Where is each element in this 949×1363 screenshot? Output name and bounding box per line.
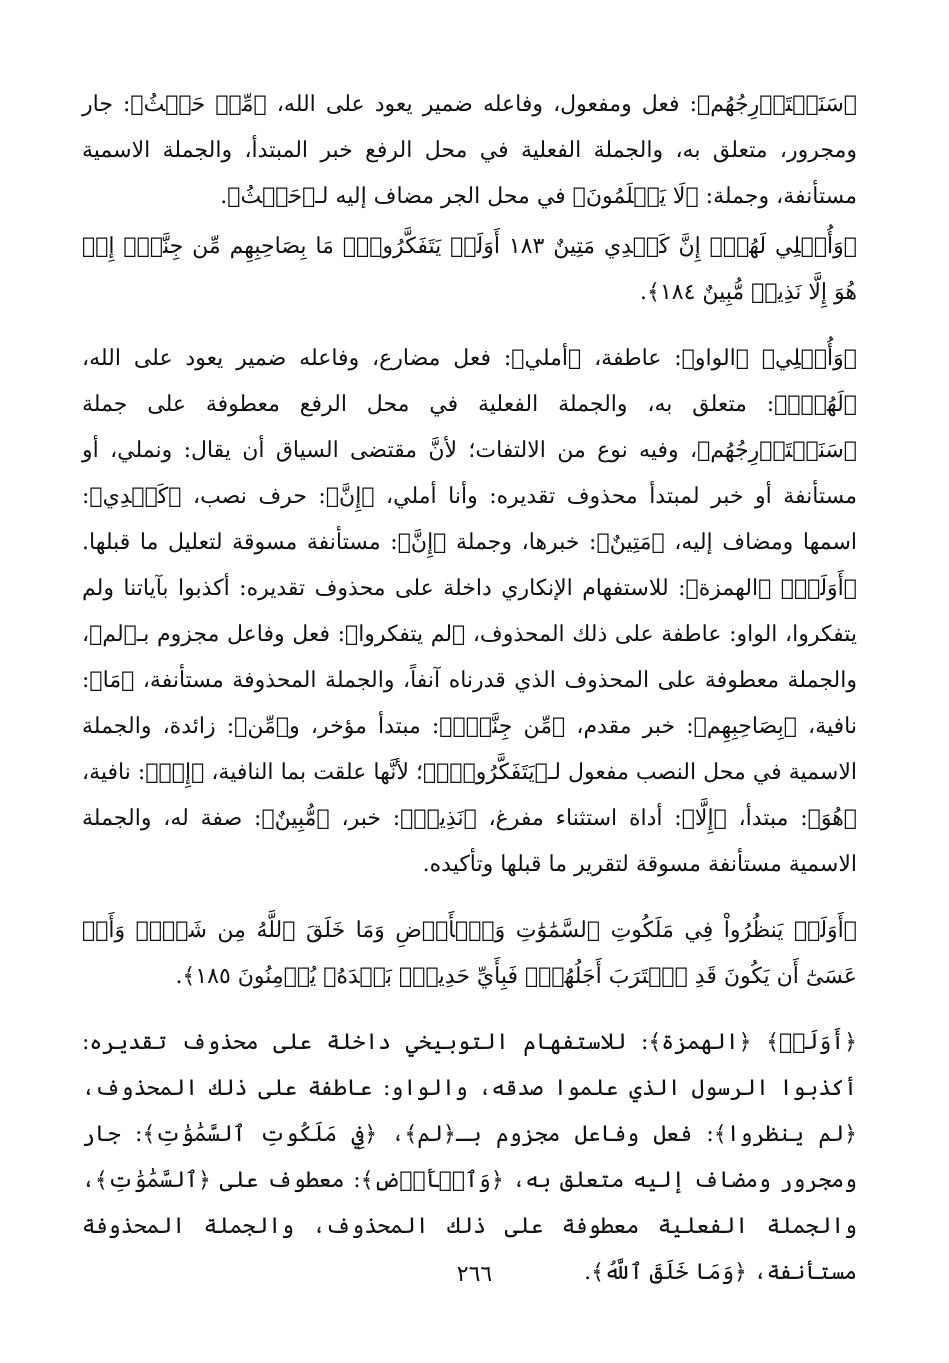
page-body	[82, 82, 857, 1296]
quran-verse-183-184: ﴿وَأُمۡلِي لَهُمۡۚ إِنَّ كَيۡدِي مَتِينٌ ١٨٣ أَوَلَمۡ يَتَفَكَّرُواْۗ مَا بِصَاحِبِهِم مِّن جِنَّةٍۚ إِنۡ هُوَ إِلَّا نَذِيرٞ مُّبِينٌ ١٨٤﴾.	[82, 234, 857, 305]
paragraph-gap	[82, 888, 857, 908]
commentary-paragraph-3: ﴿أَوَلَمۡ﴾ ﴿الهمزة﴾: للاستفهام التوبيخي داخلة على محذوف تقديره: أكذبوا الرسول الذي علموا صدقه، والواو: عاطفة على ذلك المحذوف، ﴿لم ينظروا﴾: فعل وفاعل مجزوم بـ﴿لم﴾، ﴿فِي مَلَكُوتِ ٱلسَّمَٰوَٰتِ﴾: جار ومجرور ومضاف إليه متعلق به، ﴿وَٱلۡأَرۡضِ﴾: معطوف على ﴿ٱلسَّمَٰوَٰتِ﴾، والجملة الفعلية معطوفة على ذلك المحذوف، والجملة المحذوفة مستأنفة، ﴿وَمَا خَلَقَ ٱللَّهُ﴾.	[82, 1030, 857, 1285]
page-number: ٢٦٦	[456, 1262, 493, 1287]
paragraph-gap	[82, 316, 857, 336]
paragraph-gap	[82, 1000, 857, 1020]
commentary-paragraph-2: ﴿وَأُمۡلِي﴾ ﴿الواو﴾: عاطفة، ﴿أملي﴾: فعل مضارع، وفاعله ضمير يعود على الله، ﴿لَهُمۡۚ﴾: متعلق به، والجملة الفعلية في محل الرفع معطوفة على جملة ﴿سَنَسۡتَدۡرِجُهُم﴾، وفيه نوع من الالتفات؛ لأنَّ مقتضى السياق أن يقال: ونملي، أو مستأنفة أو خبر لمبتدأ محذوف تقديره: وأنا أملي، ﴿إِنَّ﴾: حرف نصب، ﴿كَيۡدِي﴾: اسمها ومضاف إليه، ﴿مَتِينٌ﴾: خبرها، وجملة ﴿إِنَّ﴾: مستأنفة مسوقة لتعليل ما قبلها. ﴿أَوَلَمۡ﴾ ﴿الهمزة﴾: للاستفهام الإنكاري داخلة على محذوف تقديره: أكذبوا بآياتنا ولم يتفكروا، الواو: عاطفة على ذلك المحذوف، ﴿لم يتفكروا﴾: فعل وفاعل مجزوم بـ﴿لم﴾، والجملة معطوفة على المحذوف الذي قدرناه آنفاً، والجملة المحذوفة مستأنفة، ﴿مَا﴾: نافية، ﴿بِصَاحِبِهِم﴾: خبر مقدم، ﴿مِّن جِنَّةٍۚ﴾: مبتدأ مؤخر، و﴿مِّن﴾: زائدة، والجملة الاسمية في محل النصب مفعول لـ﴿يَتَفَكَّرُواْۗ﴾؛ لأنَّها علقت بما النافية، ﴿إِنۡ﴾: نافية، ﴿هُوَ﴾: مبتدأ، ﴿إِلَّا﴾: أداة استثناء مفرغ، ﴿نَذِيرٞ﴾: خبر، ﴿مُّبِينٌ﴾: صفة له، والجملة الاسمية مستأنفة مسوقة لتقرير ما قبلها وتأكيده.	[82, 346, 857, 877]
commentary-paragraph-1: ﴿سَنَسۡتَدۡرِجُهُم﴾: فعل ومفعول، وفاعله ضمير يعود على الله، ﴿مِّنۡ حَيۡثُ﴾: جار ومجرور، متعلق به، والجملة الفعلية في محل الرفع خبر المبتدأ، والجملة الاسمية مستأنفة، وجملة: ﴿لَا يَعۡلَمُونَ﴾ في محل الجر مضاف إليه لـ﴿حَيۡثُ﴾.	[82, 92, 857, 209]
quran-verse-185: ﴿أَوَلَمۡ يَنظُرُواْ فِي مَلَكُوتِ ٱلسَّمَٰوَٰتِ وَٱلۡأَرۡضِ وَمَا خَلَقَ ٱللَّهُ مِن شَيۡءٖ وَأَنۡ عَسَىٰٓ أَن يَكُونَ قَدِ ٱقۡتَرَبَ أَجَلُهُمۡۖ فَبِأَيِّ حَدِيثِۭ بَعۡدَهُۥ يُؤۡمِنُونَ ١٨٥﴾.	[82, 918, 857, 989]
